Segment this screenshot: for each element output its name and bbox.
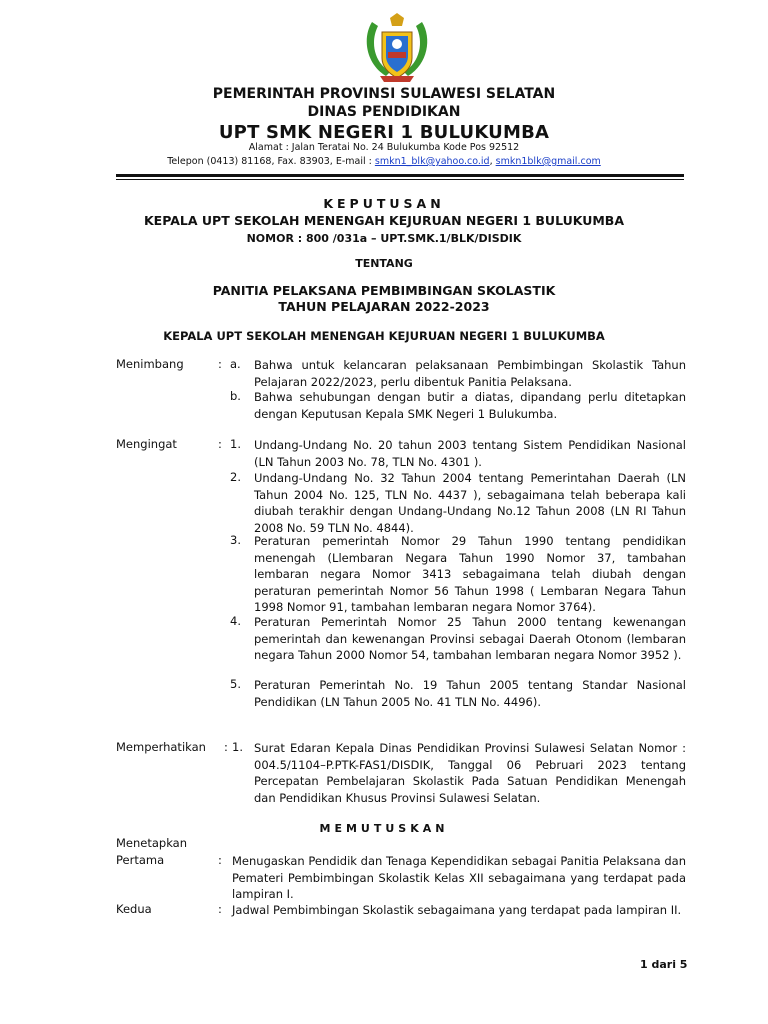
mengingat-item-2: Undang-Undang No. 32 Tahun 2004 tentang Pemerintahan Daerah (LN Tahun 2004 No. 125, TLN No. 4437 ), sebagaimana telah beberapa kali diubah terakhir dengan Undang-Undang No.12 Tahun 2008 (LN RI Tahun 2008 No. 59 TLN No. 4844). xyxy=(254,471,686,535)
section-label-mengingat: Mengingat xyxy=(116,437,177,451)
section-label-pertama: Pertama xyxy=(116,853,165,867)
item-marker: 2. xyxy=(230,470,241,484)
letterhead-rule-thin xyxy=(116,179,684,180)
section-colon: : xyxy=(218,902,222,916)
mengingat-item-1: Undang-Undang No. 20 tahun 2003 tentang Sistem Pendidikan Nasional (LN Tahun 2003 No. 78, TLN No. 4301 ). xyxy=(254,438,686,469)
letterhead-address: Alamat : Jalan Teratai No. 24 Bulukumba Kode Pos 92512 xyxy=(248,142,520,153)
memperhatikan-item-1: Surat Edaran Kepala Dinas Pendidikan Provinsi Sulawesi Selatan Nomor : 004.5/1104–P.PTK-FAS1/DISDIK, Tanggal 06 Pebruari 2023 tentang Percepatan Pembelajaran Skolastik Pada Satuan Pendidikan Menengah dan Pendidikan Khusus Provinsi Sulawesi Selatan. xyxy=(254,741,686,805)
item-marker: 3. xyxy=(230,533,241,547)
letterhead-school: UPT SMK NEGERI 1 BULUKUMBA xyxy=(218,122,550,143)
item-marker: 5. xyxy=(230,677,241,691)
page-indicator: 1 dari 5 xyxy=(640,958,688,971)
mengingat-item-4: Peraturan Pemerintah Nomor 25 Tahun 2000 tentang kewenangan pemerintah dan kewenangan Provinsi sebagai Daerah Otonom (lembaran negara Tahun 2000 Nomor 54, tambahan lembaran negara Nomor 3952 ). xyxy=(254,615,686,662)
section-colon: : xyxy=(218,357,222,371)
letterhead-contact xyxy=(0,156,768,167)
section-label-kedua: Kedua xyxy=(116,902,152,916)
section-colon: : xyxy=(218,853,222,867)
letterhead-rule-thick xyxy=(116,174,684,177)
decision-second-text: Jadwal Pembimbingan Skolastik sebagaimana yang terdapat pada lampiran II. xyxy=(232,903,682,917)
section-colon: : xyxy=(224,740,228,754)
mengingat-item-5: Peraturan Pemerintah No. 19 Tahun 2005 tentang Standar Nasional Pendidikan (LN Tahun 2005 No. 41 TLN No. 4496). xyxy=(254,678,686,709)
email-link-gmail[interactable]: smkn1blk@gmail.com xyxy=(495,156,601,167)
decree-issuer-repeat: KEPALA UPT SEKOLAH MENENGAH KEJURUAN NEGERI 1 BULUKUMBA xyxy=(163,329,605,343)
decision-first-text: Menugaskan Pendidik dan Tenaga Kependidikan sebagai Panitia Pelaksana dan Pemateri Pembimbingan Skolastik Kelas XII sebagaimana yang terdapat pada lampiran I. xyxy=(232,854,686,901)
section-label-menimbang: Menimbang xyxy=(116,357,184,371)
menimbang-item-a: Bahwa untuk kelancaran pelaksanaan Pembimbingan Skolastik Tahun Pelajaran 2022/2023, perlu dibentuk Panitia Pelaksana. xyxy=(254,358,686,389)
decree-issuer: KEPALA UPT SEKOLAH MENENGAH KEJURUAN NEGERI 1 BULUKUMBA xyxy=(143,213,624,228)
item-marker: b. xyxy=(230,389,241,403)
decree-title-line1: PANITIA PELAKSANA PEMBIMBINGAN SKOLASTIK xyxy=(212,283,556,298)
item-marker: 4. xyxy=(230,614,241,628)
item-marker: 1. xyxy=(230,437,241,451)
decree-about-label: TENTANG xyxy=(355,257,413,270)
decree-heading: KEPUTUSAN xyxy=(323,196,445,211)
menimbang-item-b: Bahwa sehubungan dengan butir a diatas, dipandang perlu ditetapkan dengan Keputusan Kepala SMK Negeri 1 Bulukumba. xyxy=(254,390,686,421)
email-link-yahoo[interactable]: smkn1_blk@yahoo.co.id xyxy=(374,156,490,167)
item-marker: 1. xyxy=(232,740,243,754)
letterhead-government: PEMERINTAH PROVINSI SULAWESI SELATAN xyxy=(212,86,556,102)
section-label-memperhatikan: Memperhatikan xyxy=(116,740,206,754)
decree-number: NOMOR : 800 /031a – UPT.SMK.1/BLK/DISDIK xyxy=(246,232,522,245)
section-label-menetapkan: Menetapkan xyxy=(116,836,188,850)
letterhead-department: DINAS PENDIDIKAN xyxy=(307,104,461,120)
email-separator: , xyxy=(489,156,496,167)
mengingat-item-3: Peraturan pemerintah Nomor 29 Tahun 1990 tentang pendidikan menengah (Llembaran Negara Tahun 1990 Nomor 37, tambahan lembaran negara Nomor 3413 sebagaimana telah diubah dengan peraturan pemerintah Nomor 56 Tahun 1998 ( Lembaran Negara Tahun 1998 Nomor 91, tambahan lembaran negara Nomor 3764). xyxy=(254,534,686,614)
decision-heading: MEMUTUSKAN xyxy=(319,822,449,835)
item-marker: a. xyxy=(230,357,241,371)
decree-title-line2: TAHUN PELAJARAN 2022-2023 xyxy=(278,299,490,314)
province-emblem-logo xyxy=(360,12,434,84)
section-colon: : xyxy=(218,437,222,451)
contact-phone-fax: Telepon (0413) 81168, Fax. 83903, E-mail : xyxy=(167,156,375,167)
